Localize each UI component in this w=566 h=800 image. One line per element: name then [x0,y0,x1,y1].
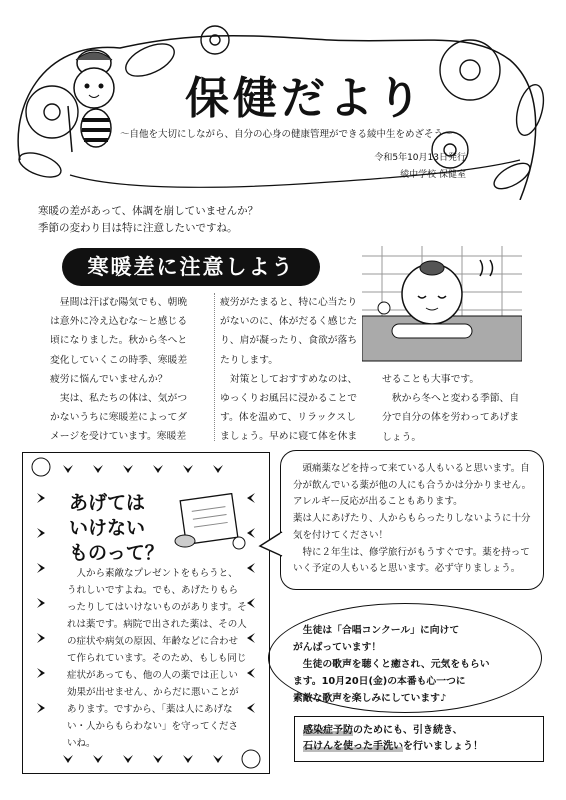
hand-washing-notice: 感染症予防のためにも、引き続き、 石けんを使った手洗いを行いましょう！ [294,716,544,762]
section-heading-temperature: 寒暖差に注意しよう [62,248,320,286]
temperature-article-col1: 昼間は汗ばむ陽気でも、朝晩 は意外に冷え込むな～と感じる 頃になりました。秋から冬へと 変化していくこの時季、寒暖差 疲労に悩んでいませんか？ 実は、私たちの体は、気がつ かないうちに寒暖差によってダ メージを受けています。寒暖差 [50,297,188,443]
issue-info [374,150,466,184]
medicine-prescription-illustration [173,493,253,553]
newsletter-subtitle: ～自他を大切にしながら、自分の心身の健康管理ができる綾中生をめざそう～ [120,129,453,140]
medicine-body-text: 人から素敵なプレゼントをもらうと、うれしいですよね。でも、あげたりもらったりしてはいけないものがあります。それは薬です。病院で出された薬は、その人の症状や病気の原因、年齢などに合わせて作られています。そのため、もしも同じ症状があっても、他の人の薬では正しい効果が出せません、からだに悪いことがあります。ですから、「薬は人にあげない・人からもらわない」を守ってくださいね。 [67,568,247,749]
medicine-speech-bubble: 頭痛薬などを持って来ている人もいると思います。自分が飲んでいる薬が他の人にも合うかは分かりません。アレルギー反応が出ることもあります。 薬は人にあげたり、人からもらったりしないように十分気を付けてください！ 特に２年生は、修学旅行がもうすぐです。薬を持っていく予定の人もいると思います。必ず守りましょう。 [280,450,544,590]
medicine-sharing-box [22,452,270,774]
intro-text: 寒暖の差があって、体調を崩していませんか？ 季節の変わり目は特に注意したいですね。 [38,205,259,234]
issuer: 綾中学校 保健室 [400,170,466,180]
temperature-article-col2: 疲労がたまると、特に心当たり がないのに、体がだるく感じた り、肩が凝ったり、食欲が落ち たりします。 対策としておすすめなのは、 ゆっくりお風呂に浸かることで す。体を温めて、リラックスし ましょう。早めに寝て体を休ま [220,297,358,443]
column-divider [214,293,216,441]
issue-date: 令和5年10月13日発行 [374,153,466,163]
speech-bubble-tail [258,530,284,560]
medicine-heading: あげては いけない ものって？ [69,492,164,564]
bath-illustration [362,246,522,371]
newsletter-title: 保健だより [185,73,425,124]
chorus-contest-message: 生徒は「合唱コンクール」に向けて がんばっています！ 生徒の歌声を聴くと癒され、元気をもらい ます。10月20日(金)の本番も心一つに 素敵な歌声を楽しみにしています♪ [268,603,542,713]
temperature-article-col3: せることも大事です。 秋から冬へと変わる季節、自 分で自分の体を労わってあげま しょう。 [382,374,520,443]
